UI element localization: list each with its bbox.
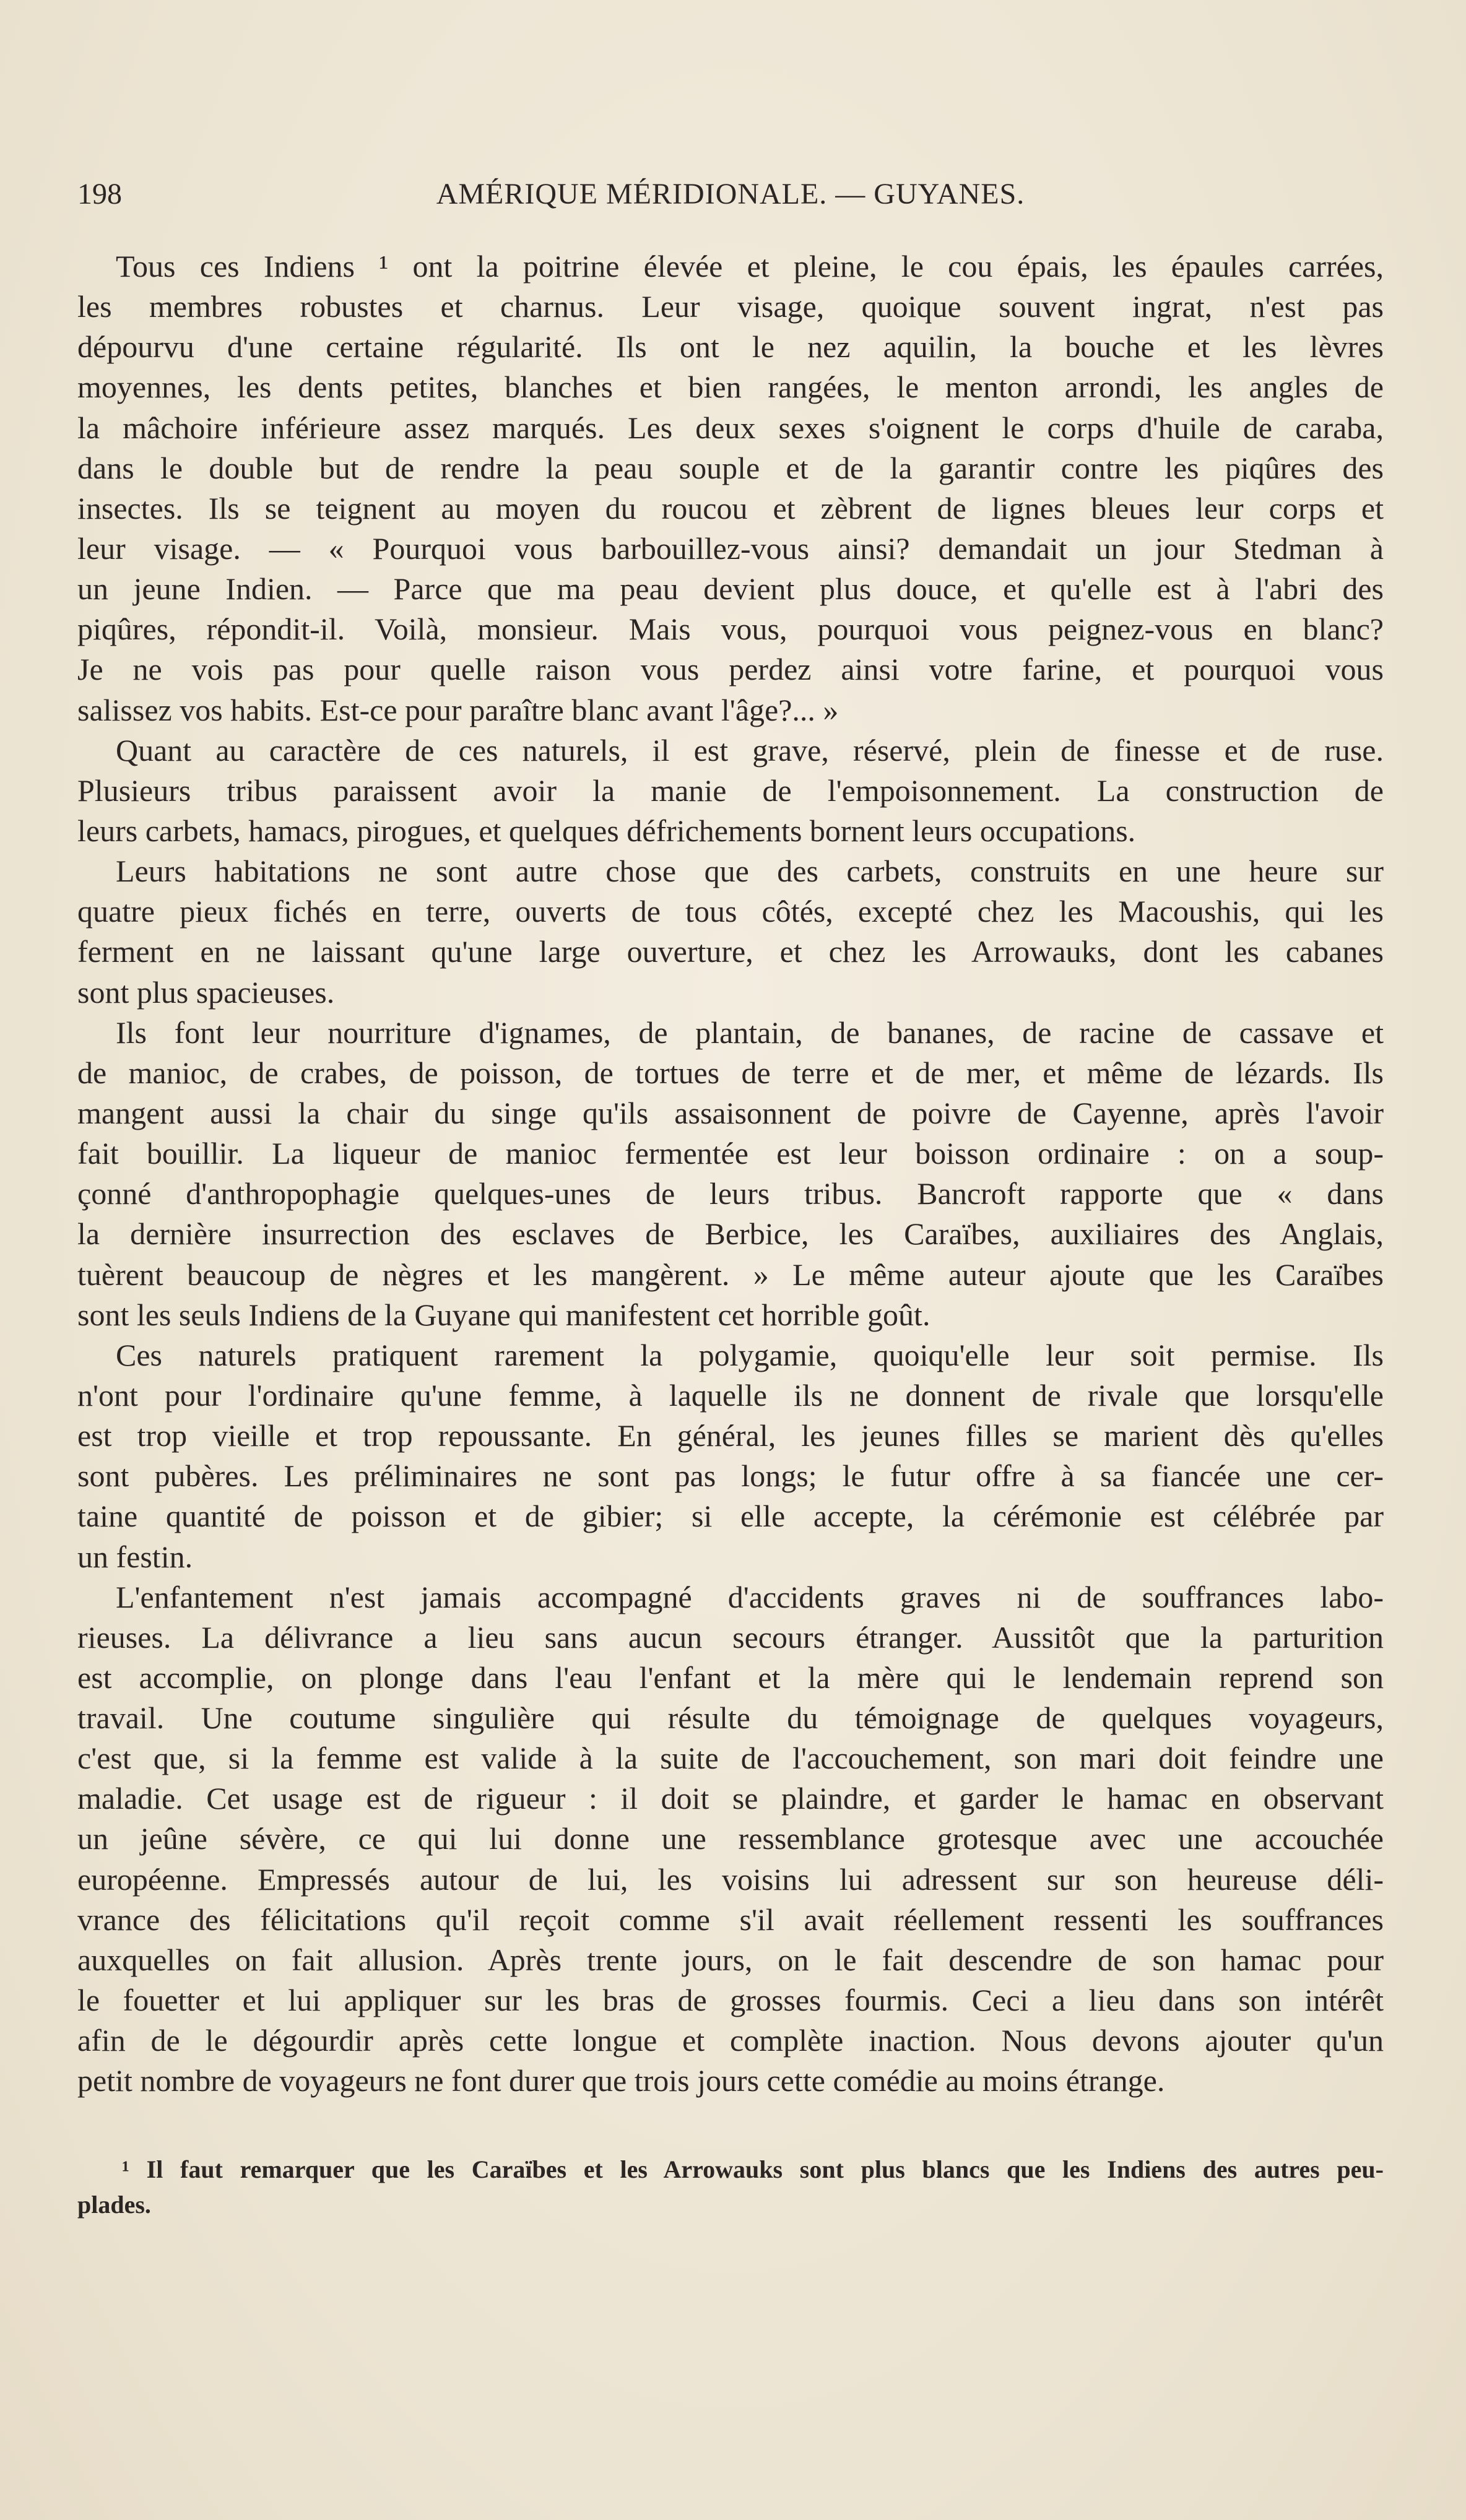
running-title: AMÉRIQUE MÉRIDIONALE. — GUYANES. bbox=[436, 178, 1025, 210]
text-line: Ils font leur nourriture d'ignames, de plantain, de bananes, de racine de cassave et bbox=[116, 1015, 1384, 1050]
text-line: salissez vos habits. Est-ce pour paraître blanc avant l'âge?... » bbox=[77, 692, 839, 727]
text-line: Leurs habitations ne sont autre chose que des carbets, construits en une heure sur bbox=[116, 854, 1384, 889]
text-line: leurs carbets, hamacs, pirogues, et quelques défrichements bornent leurs occupations. bbox=[77, 813, 1136, 848]
text-line: çonné d'anthropophagie quelques-unes de leurs tribus. Bancroft rapporte que « dans bbox=[77, 1176, 1384, 1211]
text-line: la dernière insurrection des esclaves de Berbice, les Caraïbes, auxiliaires des Anglais, bbox=[77, 1216, 1384, 1252]
text-line: dans le double but de rendre la peau souple et de la garantir contre les piqûres des bbox=[77, 450, 1384, 485]
paragraph bbox=[77, 730, 1384, 851]
footnote bbox=[77, 2152, 1384, 2222]
text-line: dépourvu d'une certaine régularité. Ils ont le nez aquilin, la bouche et les lèvres bbox=[77, 329, 1384, 365]
text-line: afin de le dégourdir après cette longue et complète inaction. Nous devons ajouter qu'un bbox=[77, 2023, 1384, 2058]
text-line: fait bouillir. La liqueur de manioc fermentée est leur boisson ordinaire : on a soup- bbox=[77, 1136, 1384, 1171]
text-line: un jeûne sévère, ce qui lui donne une ressemblance grotesque avec une accouchée bbox=[77, 1821, 1384, 1856]
text-line: sont les seuls Indiens de la Guyane qui manifestent cet horrible goût. bbox=[77, 1297, 930, 1332]
text-line: c'est que, si la femme est valide à la suite de l'accouchement, son mari doit feindre une bbox=[77, 1741, 1384, 1776]
text-line: petit nombre de voyageurs ne font durer que trois jours cette comédie au moins étrange. bbox=[77, 2063, 1165, 2098]
body-text bbox=[77, 246, 1384, 2101]
text-line: insectes. Ils se teignent au moyen du roucou et zèbrent de lignes bleues leur corps et bbox=[77, 490, 1384, 526]
text-line: la mâchoire inférieure assez marqués. Les deux sexes s'oignent le corps d'huile de caraba, bbox=[77, 410, 1384, 445]
text-line: un jeune Indien. — Parce que ma peau devient plus douce, et qu'elle est à l'abri des bbox=[77, 571, 1384, 607]
paragraph bbox=[77, 851, 1384, 1013]
text-line: un festin. bbox=[77, 1539, 193, 1574]
text-line: piqûres, répondit-il. Voilà, monsieur. Mais vous, pourquoi vous peignez-vous en blanc? bbox=[77, 612, 1384, 647]
paragraph bbox=[77, 1013, 1384, 1335]
text-line: quatre pieux fichés en terre, ouverts de tous côtés, excepté chez les Macoushis, qui les bbox=[77, 894, 1384, 929]
text-line: L'enfantement n'est jamais accompagné d'accidents graves ni de souffrances labo- bbox=[116, 1579, 1384, 1614]
text-line: n'ont pour l'ordinaire qu'une femme, à laquelle ils ne donnent de rivale que lorsqu'elle bbox=[77, 1377, 1384, 1413]
text-line: de manioc, de crabes, de poisson, de tortues de terre et de mer, et même de lézards. Ils bbox=[77, 1055, 1384, 1090]
footnote-line: ¹ Il faut remarquer que les Caraïbes et les Arrowauks sont plus blancs que les Indiens des autres peu- bbox=[122, 2155, 1384, 2183]
text-line: sont plus spacieuses. bbox=[77, 974, 335, 1010]
text-line: tuèrent beaucoup de nègres et les mangèrent. » Le même auteur ajoute que les Caraïbes bbox=[77, 1257, 1384, 1292]
text-line: vrance des félicitations qu'il reçoit comme s'il avait réellement ressenti les souffrances bbox=[77, 1902, 1384, 1937]
text-line: sont pubères. Les préliminaires ne sont pas longs; le futur offre à sa fiancée une cer- bbox=[77, 1458, 1384, 1494]
text-line: rieuses. La délivrance a lieu sans aucun secours étranger. Aussitôt que la parturition bbox=[77, 1619, 1384, 1655]
text-line: Ces naturels pratiquent rarement la polygamie, quoiqu'elle leur soit permise. Ils bbox=[116, 1337, 1384, 1372]
text-line: moyennes, les dents petites, blanches et bien rangées, le menton arrondi, les angles de bbox=[77, 370, 1384, 405]
text-line: ferment en ne laissant qu'une large ouverture, et chez les Arrowauks, dont les cabanes bbox=[77, 934, 1384, 969]
text-line: auxquelles on fait allusion. Après trente jours, on le fait descendre de son hamac pour bbox=[77, 1942, 1384, 1977]
text-line: le fouetter et lui appliquer sur les bras de grosses fourmis. Ceci a lieu dans son intérêt bbox=[77, 1983, 1384, 2018]
text-line: est accomplie, on plonge dans l'eau l'enfant et la mère qui le lendemain reprend son bbox=[77, 1660, 1384, 1695]
paragraph bbox=[77, 246, 1384, 730]
text-line: Je ne vois pas pour quelle raison vous perdez ainsi votre farine, et pourquoi vous bbox=[77, 652, 1384, 687]
text-line: européenne. Empressés autour de lui, les voisins lui adressent sur son heureuse déli- bbox=[77, 1861, 1384, 1897]
text-line: les membres robustes et charnus. Leur visage, quoique souvent ingrat, n'est pas bbox=[77, 289, 1384, 324]
footnote-line: plades. bbox=[77, 2191, 151, 2219]
paragraph bbox=[77, 1577, 1384, 2102]
page-header bbox=[77, 175, 1384, 214]
text-line: est trop vieille et trop repoussante. En général, les jeunes filles se marient dès qu'elles bbox=[77, 1418, 1384, 1453]
page-number: 198 bbox=[77, 178, 122, 210]
text-line: Plusieurs tribus paraissent avoir la manie de l'empoisonnement. La construction de bbox=[77, 773, 1384, 808]
paragraph bbox=[77, 1335, 1384, 1577]
text-line: taine quantité de poisson et de gibier; si elle accepte, la cérémonie est célébrée par bbox=[77, 1499, 1384, 1534]
text-line: Quant au caractère de ces naturels, il est grave, réservé, plein de finesse et de ruse. bbox=[116, 732, 1384, 768]
text-line: maladie. Cet usage est de rigueur : il doit se plaindre, et garder le hamac en observant bbox=[77, 1781, 1384, 1816]
text-line: travail. Une coutume singulière qui résulte du témoignage de quelques voyageurs, bbox=[77, 1700, 1384, 1736]
text-line: Tous ces Indiens ¹ ont la poitrine élevée et pleine, le cou épais, les épaules carrées, bbox=[116, 249, 1384, 284]
text-line: leur visage. — « Pourquoi vous barbouillez-vous ainsi? demandait un jour Stedman à bbox=[77, 530, 1384, 566]
text-line: mangent aussi la chair du singe qu'ils assaisonnent de poivre de Cayenne, après l'avoir bbox=[77, 1095, 1384, 1130]
